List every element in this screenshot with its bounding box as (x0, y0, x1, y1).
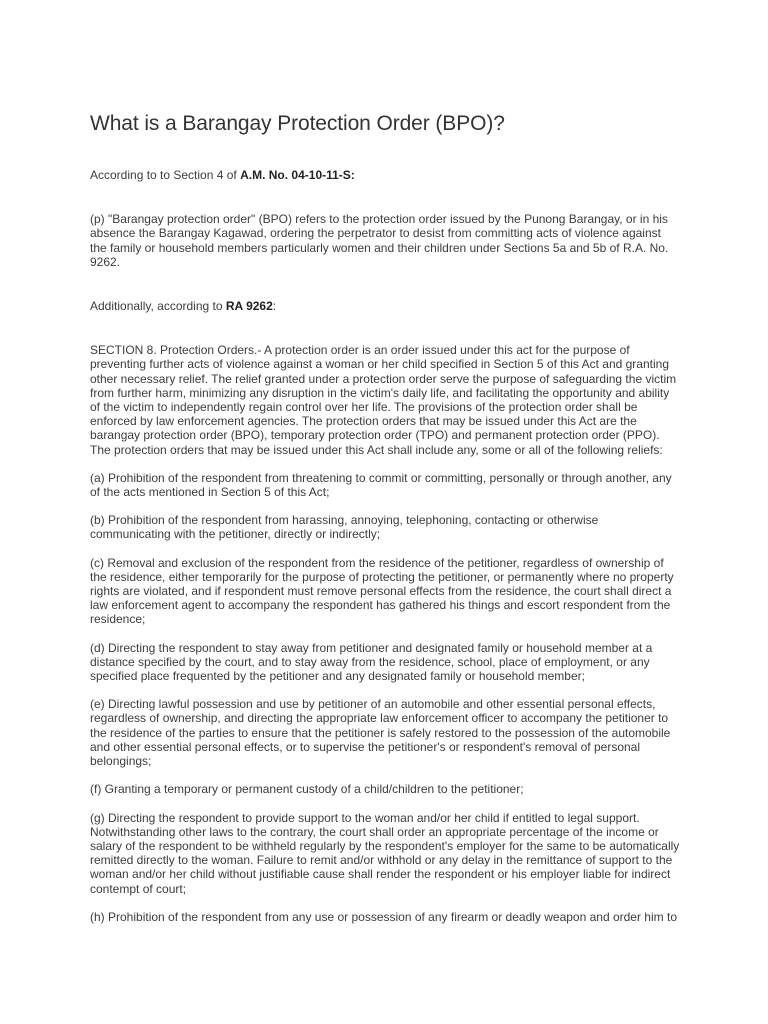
additionally-suffix: : (272, 299, 277, 314)
definition-paragraph: (p) "Barangay protection order" (BPO) refers to the protection order issued by the Punong Barangay, or in his absence the Barangay Kagawad, ordering the perpetrator to desist from committing acts of violence against the family or household members particularly women and their children under Sections 5a and 5b of R.A. No. 9262. (90, 212, 669, 269)
additionally-paragraph (90, 299, 680, 313)
page-title: What is a Barangay Protection Order (BPO)? (90, 112, 505, 135)
additionally-text: Additionally, according to (90, 299, 226, 314)
relief-b: (b) Prohibition of the respondent from harassing, annoying, telephoning, contacting or otherwise communicating with the petitioner, directly or indirectly; (90, 513, 599, 542)
intro-citation: A.M. No. 04-10-11-S: (240, 168, 355, 182)
relief-e: (e) Directing lawful possession and use by petitioner of an automobile and other essential personal effects, regardless of ownership, and directing the appropriate law enforcement officer to accompany the petitioner to the residence of the parties to ensure that the petitioner is safely restored to the possession of the automobile and other essential personal effects, or to supervise the petitioner's or respondent's removal of personal belongings; (90, 697, 671, 769)
relief-g: (g) Directing the respondent to provide support to the woman and/or her child if entitled to legal support. Notwithstanding other laws to the contrary, the court shall order an appropriate percentage of the income or salary of the respondent to be withheld regularly by the respondent's employer for the same to be automatically remitted directly to the woman. Failure to remit and/or withhold or any delay in the remittance of support to the woman and/or her child without justifiable cause shall render the respondent or his employer liable for indirect contempt of court; (90, 810, 680, 896)
relief-c: (c) Removal and exclusion of the respondent from the residence of the petitioner, regardless of ownership of the residence, either temporarily for the purpose of protecting the petitioner, or permanently where no property rights are violated, and if respondent must remove personal effects from the residence, the court shall direct a law enforcement agent to accompany the respondent has gathered his things and escort respondent from the residence; (90, 555, 674, 627)
relief-f: (f) Granting a temporary or permanent custody of a child/children to the petitioner; (90, 782, 524, 797)
document-content (90, 110, 680, 924)
section-8-paragraph: SECTION 8. Protection Orders.- A protection order is an order issued under this act for the purpose of preventing further acts of violence against a woman or her child specified in Section 5 of this Act and granting other necessary relief. The relief granted under a protection order serve the purpose of safeguarding the victim from further harm, minimizing any disruption in the victim's daily life, and facilitating the opportunity and ability of the victim to independently regain control over her life. The provisions of the protection order shall be enforced by law enforcement agencies. The protection orders that may be issued under this Act are the barangay protection order (BPO), temporary protection order (TPO) and permanent protection order (PPO). The protection orders that may be issued under this Act shall include any, some or all of the following reliefs: (90, 343, 677, 457)
intro-text: According to to Section 4 of (90, 168, 241, 182)
relief-a: (a) Prohibition of the respondent from threatening to commit or committing, personally or through another, any of the acts mentioned in Section 5 of this Act; (90, 470, 672, 500)
intro-paragraph (90, 168, 680, 182)
relief-d: (d) Directing the respondent to stay away from petitioner and designated family or household member at a distance specified by the court, and to stay away from the residence, school, place of employment, or any specified place frequented by the petitioner and any designated family or household member; (90, 640, 653, 684)
additionally-citation: RA 9262 (225, 299, 273, 314)
relief-h: (h) Prohibition of the respondent from any use or possession of any firearm or deadly weapon and order him to (90, 909, 677, 924)
